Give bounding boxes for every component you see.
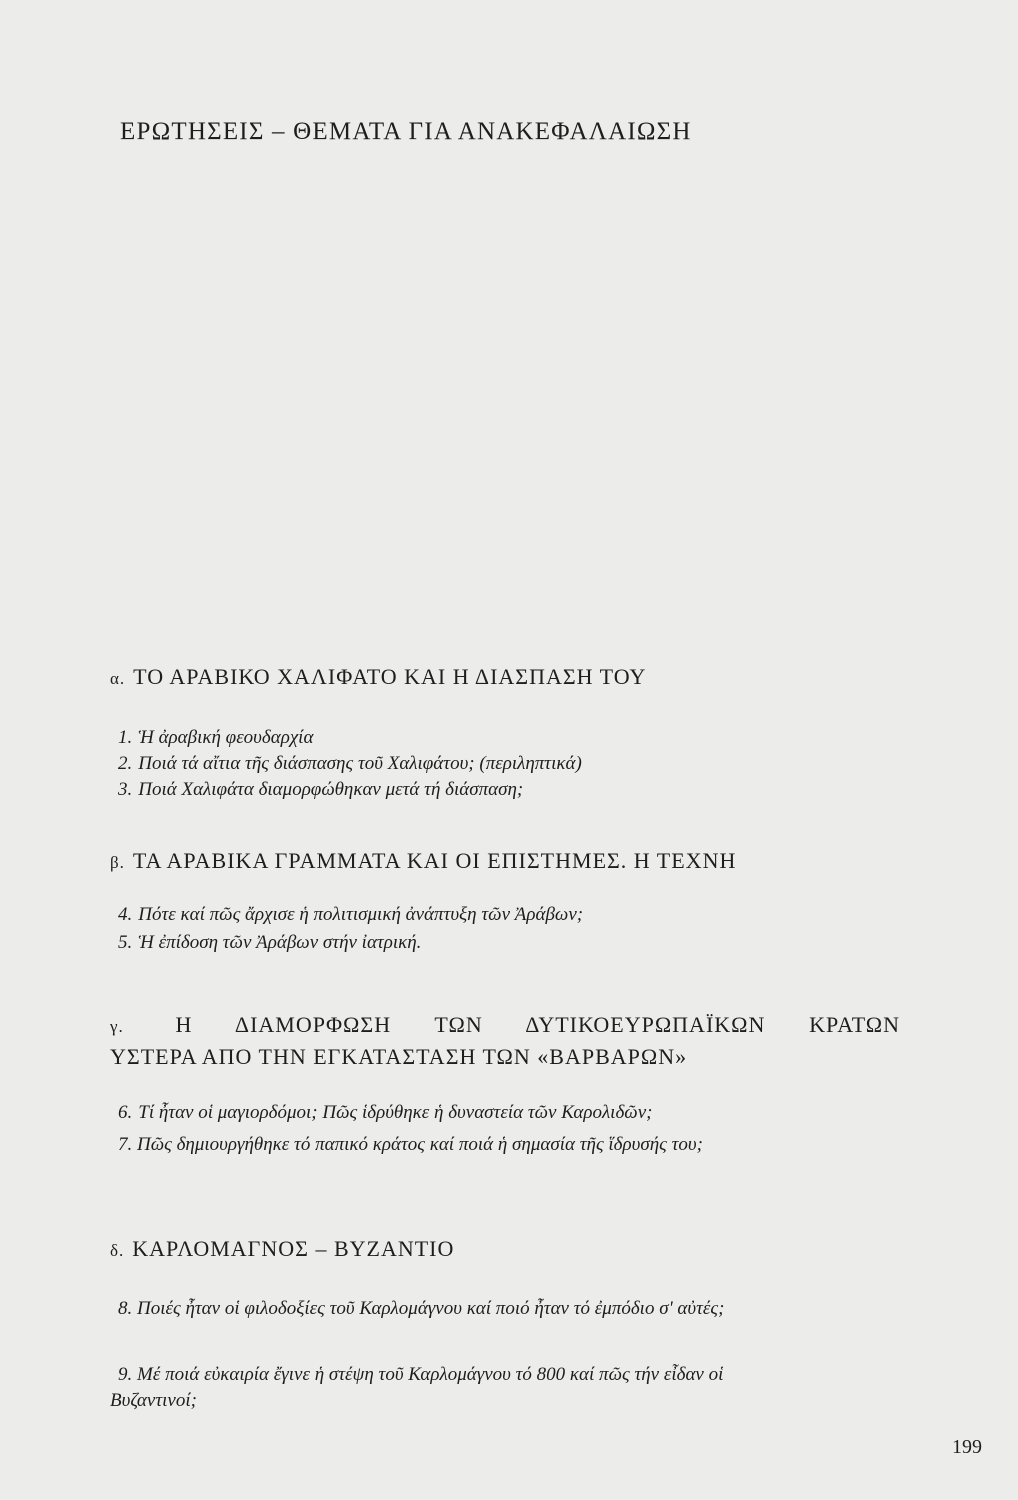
section-heading-text: ΥΣΤΕΡΑ ΑΠΟ ΤΗΝ ΕΓΚΑΤΑΣΤΑΣΗ ΤΩΝ «ΒΑΡΒΑΡΩΝ» [110, 1044, 688, 1069]
question-text: Ποιά τά αἴτια τῆς διάσπασης τοῦ Χαλιφάτου; (περιληπτικά) [138, 753, 582, 774]
question-item [118, 932, 421, 954]
question-text: Μέ ποιά εὐκαιρία ἔγινε ἡ στέψη τοῦ Καρλομάγνου τό 800 καί πῶς τήν εἶδαν οἱ Βυζαντινοί; [110, 1364, 724, 1411]
question-number: 6. [118, 1102, 133, 1123]
question-number: 7. [118, 1134, 133, 1155]
question-item [118, 904, 583, 926]
section-heading-delta [110, 1236, 454, 1262]
section-heading-beta [110, 848, 736, 874]
section-heading-alpha [110, 664, 646, 690]
page-number: 199 [952, 1436, 982, 1458]
question-text: Πῶς δημιουργήθηκε τό παπικό κράτος καί ποιά ἡ σημασία τῆς ἵδρυσής του; [137, 1134, 703, 1155]
section-marker: β. [110, 853, 125, 872]
question-number: 3. [118, 779, 133, 800]
question-text: Ποιά Χαλιφάτα διαμορφώθηκαν μετά τή διάσπαση; [138, 779, 524, 800]
question-item [118, 727, 313, 749]
question-text: Ἡ ἐπίδοση τῶν Ἀράβων στήν ἰατρική. [138, 932, 422, 953]
question-number: 1. [118, 727, 133, 748]
section-heading-text: ΤΟ ΑΡΑΒΙΚΟ ΧΑΛΙΦΑΤΟ ΚΑΙ Η ΔΙΑΣΠΑΣΗ ΤΟΥ [133, 664, 647, 689]
question-text: Ἡ ἀραβική φεουδαρχία [138, 727, 314, 748]
question-text: Πότε καί πῶς ἄρχισε ἡ πολιτισμική ἀνάπτυξη τῶν Ἀράβων; [138, 904, 584, 925]
question-number: 2. [118, 753, 133, 774]
section-heading-text: ΚΑΡΛΟΜΑΓΝΟΣ – ΒΥΖΑΝΤΙΟ [132, 1236, 455, 1261]
section-marker: δ. [110, 1241, 125, 1260]
question-text: Τί ἦταν οἱ μαγιορδόμοι; Πῶς ἱδρύθηκε ἡ δυναστεία τῶν Καρολιδῶν; [138, 1102, 653, 1123]
question-number: 5. [118, 932, 133, 953]
question-item [118, 753, 582, 775]
question-item [118, 779, 523, 801]
question-number: 8. [118, 1298, 133, 1319]
page-title: ΕΡΩΤΗΣΕΙΣ – ΘΕΜΑΤΑ ΓΙΑ ΑΝΑΚΕΦΑΛΑΙΩΣΗ [120, 118, 692, 145]
question-number: 4. [118, 904, 133, 925]
section-heading-gamma [110, 1010, 900, 1072]
section-heading-text: Η ΔΙΑΜΟΡΦΩΣΗ ΤΩΝ ΔΥΤΙΚΟΕΥΡΩΠΑΪΚΩΝ ΚΡΑΤΩΝ [175, 1012, 901, 1037]
section-marker: γ. [110, 1017, 124, 1036]
question-item [110, 1362, 810, 1414]
question-item [118, 1102, 652, 1124]
question-item [110, 1132, 810, 1158]
question-item [110, 1296, 810, 1322]
question-number: 9. [118, 1364, 133, 1385]
section-heading-line [110, 1010, 900, 1042]
question-text: Ποιές ἦταν οἱ φιλοδοξίες τοῦ Καρλομάγνου καί ποιό ἦταν τό ἐμπόδιο σ' αὐτές; [137, 1298, 725, 1319]
section-marker: α. [110, 669, 126, 688]
section-heading-text: ΤΑ ΑΡΑΒΙΚΑ ΓΡΑΜΜΑΤΑ ΚΑΙ ΟΙ ΕΠΙΣΤΗΜΕΣ. Η ΤΕΧΝΗ [132, 848, 737, 873]
